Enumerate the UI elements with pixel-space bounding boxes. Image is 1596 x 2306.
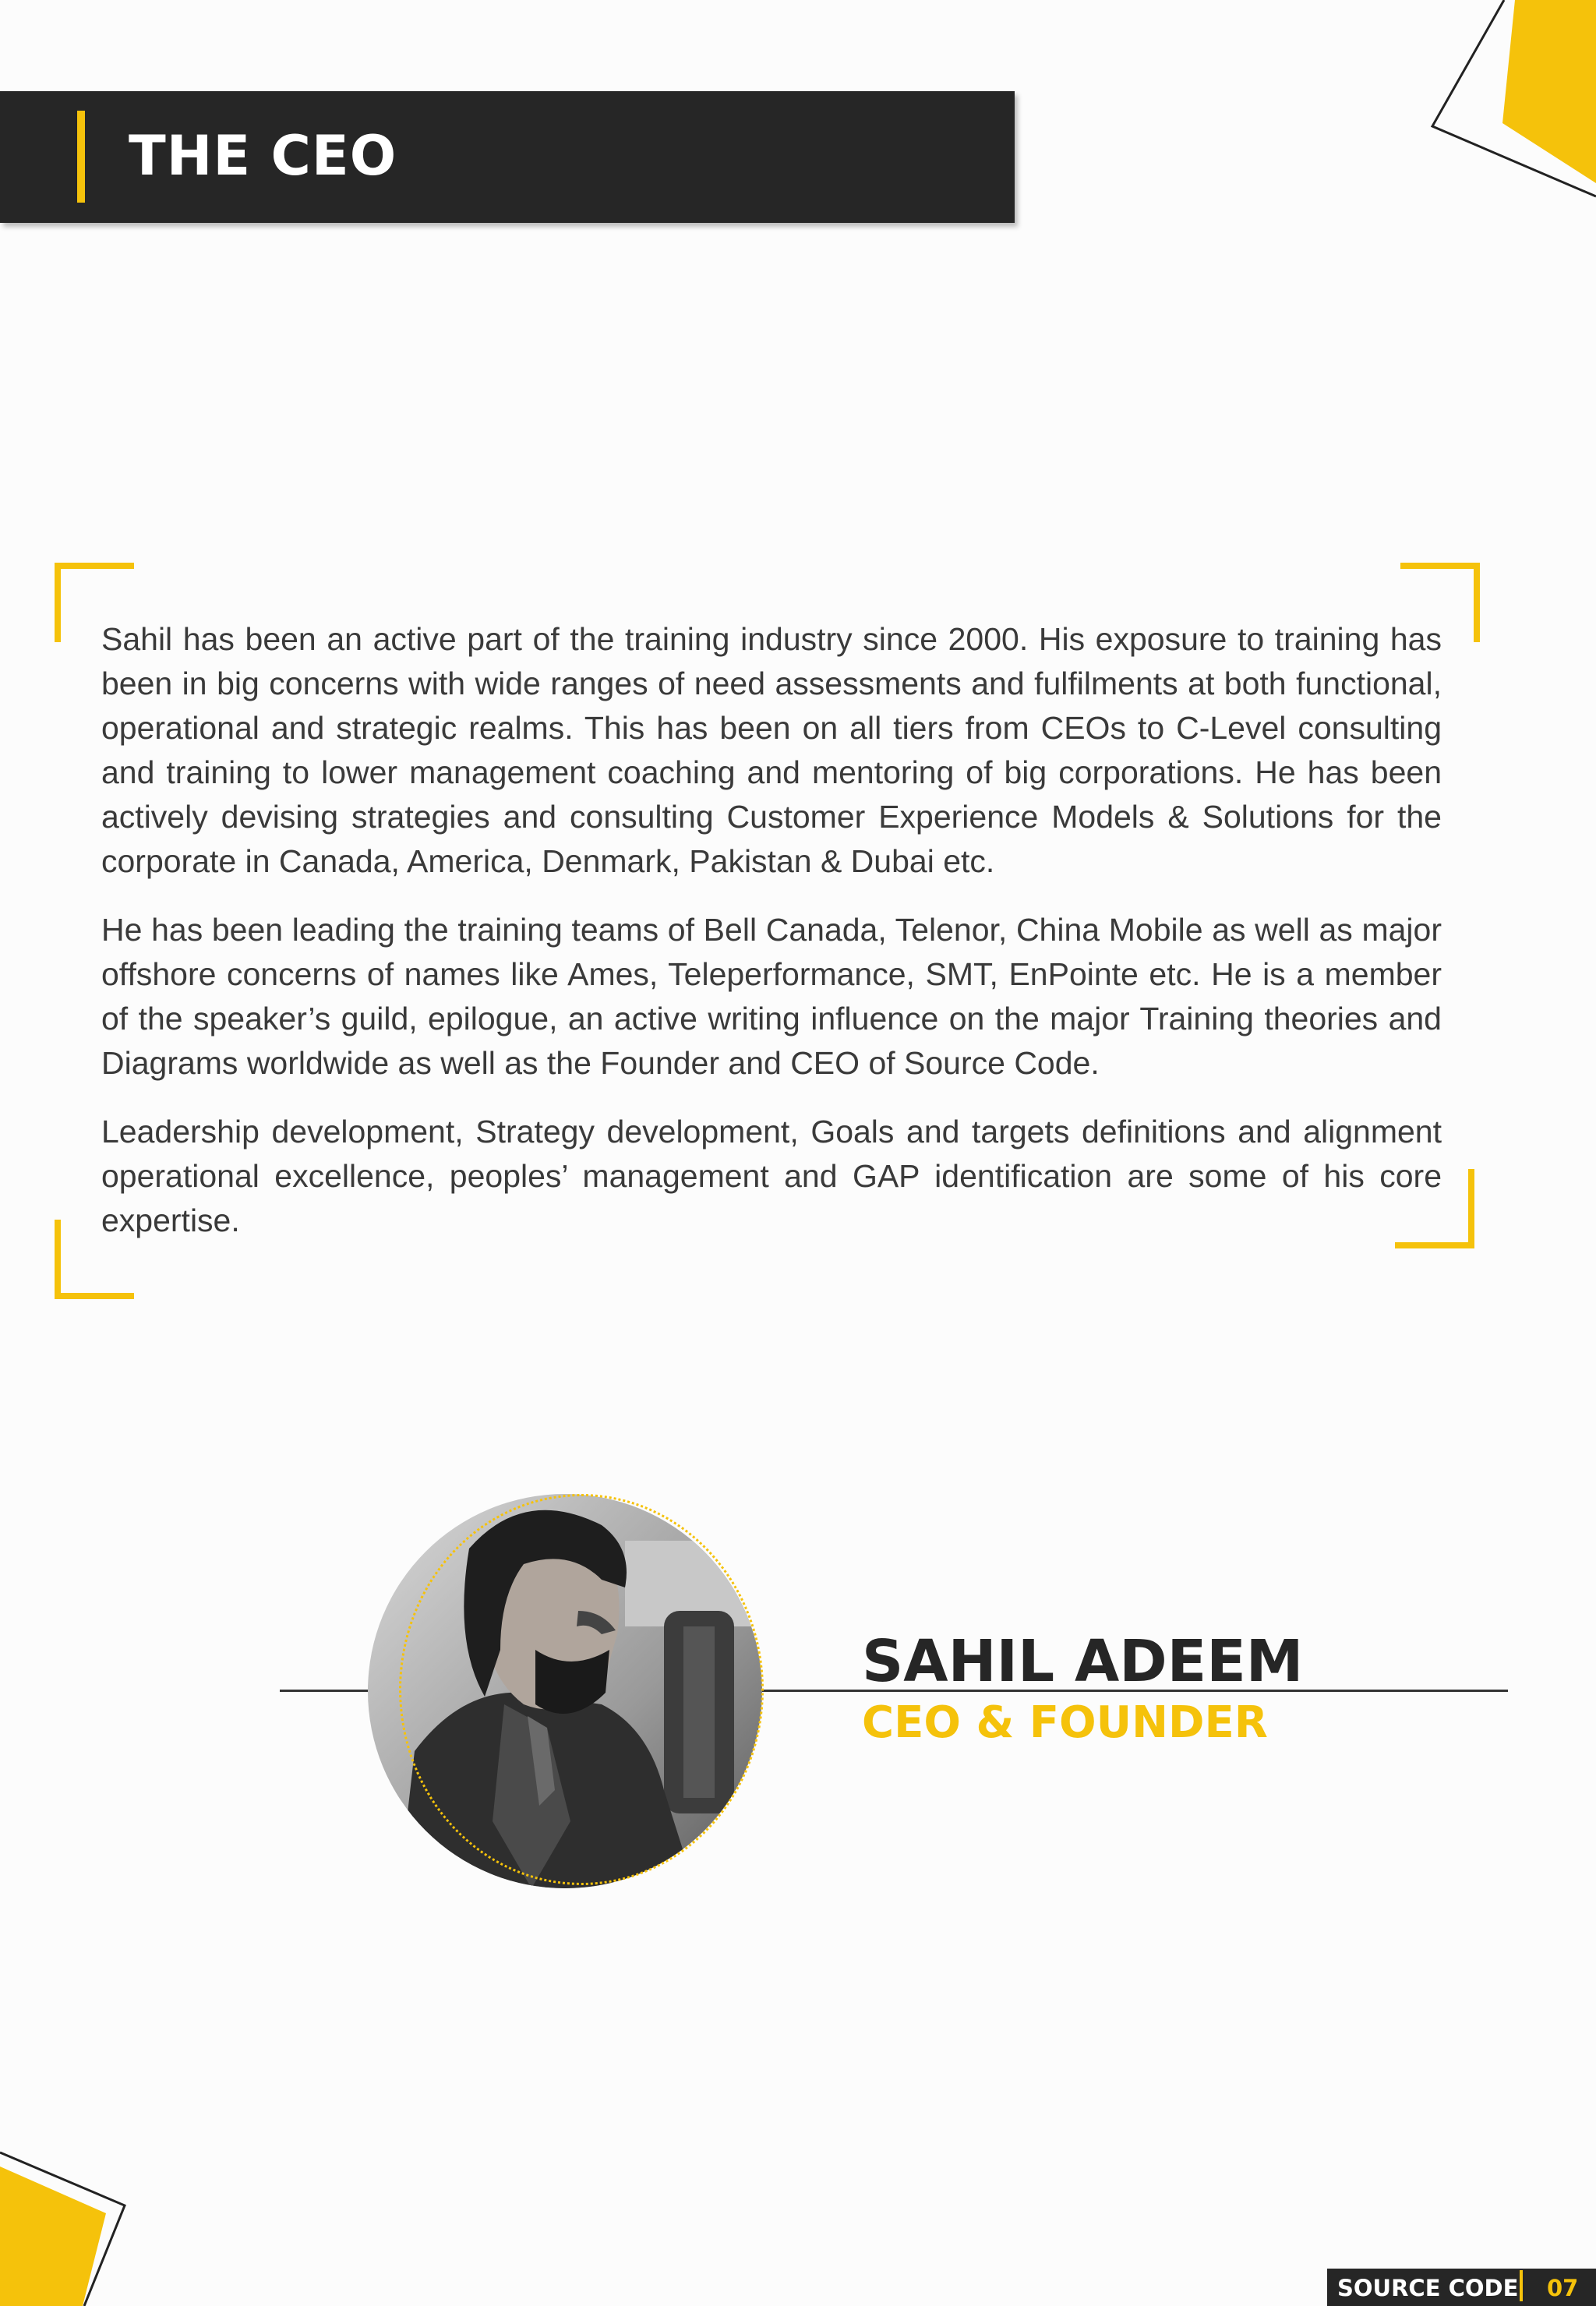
bio-text (101, 617, 1442, 1267)
page-title: THE CEO (129, 124, 397, 188)
bio-paragraph: He has been leading the training teams of Bell Canada, Telenor, China Mobile as well as major offshore concerns of names like Ames, Teleperformance, SMT, EnPointe etc. He is a member of the speaker’s guild, epilogue, an active writing influence on the major Training theories and Diagrams worldwide as well as the Founder and CEO of Source Code. (101, 912, 1442, 1081)
bio-paragraph: Leadership development, Strategy development, Goals and targets definitions and alignment operational excellence, peoples’ management and GAP identification are some of his core expertise. (101, 1114, 1442, 1238)
ceo-name: SAHIL ADEEM (862, 1628, 1304, 1695)
name-divider-line-left (280, 1690, 373, 1692)
page-number: 07 (1547, 2275, 1579, 2301)
corner-decoration-bottom-left (0, 2143, 140, 2306)
header-accent-bar (77, 111, 85, 203)
ceo-role: CEO & FOUNDER (862, 1697, 1268, 1748)
photo-dotted-ring (399, 1494, 764, 1885)
corner-decoration-top-right (1418, 0, 1596, 203)
bio-paragraph: Sahil has been an active part of the training industry since 2000. His exposure to training has been in big concerns with wide ranges of need assessments and fulfilments at both functional, operational and strategic realms. This has been on all tiers from CEOs to C-Level consulting and training to lower management coaching and mentoring of big corporations. He has been actively devising strategies and consulting Customer Experience Models & Solutions for the corporate in Canada, America, Denmark, Pakistan & Dubai etc. (101, 621, 1442, 879)
footer-separator (1520, 2270, 1523, 2301)
footer-brand-label: SOURCE CODE (1337, 2275, 1519, 2301)
